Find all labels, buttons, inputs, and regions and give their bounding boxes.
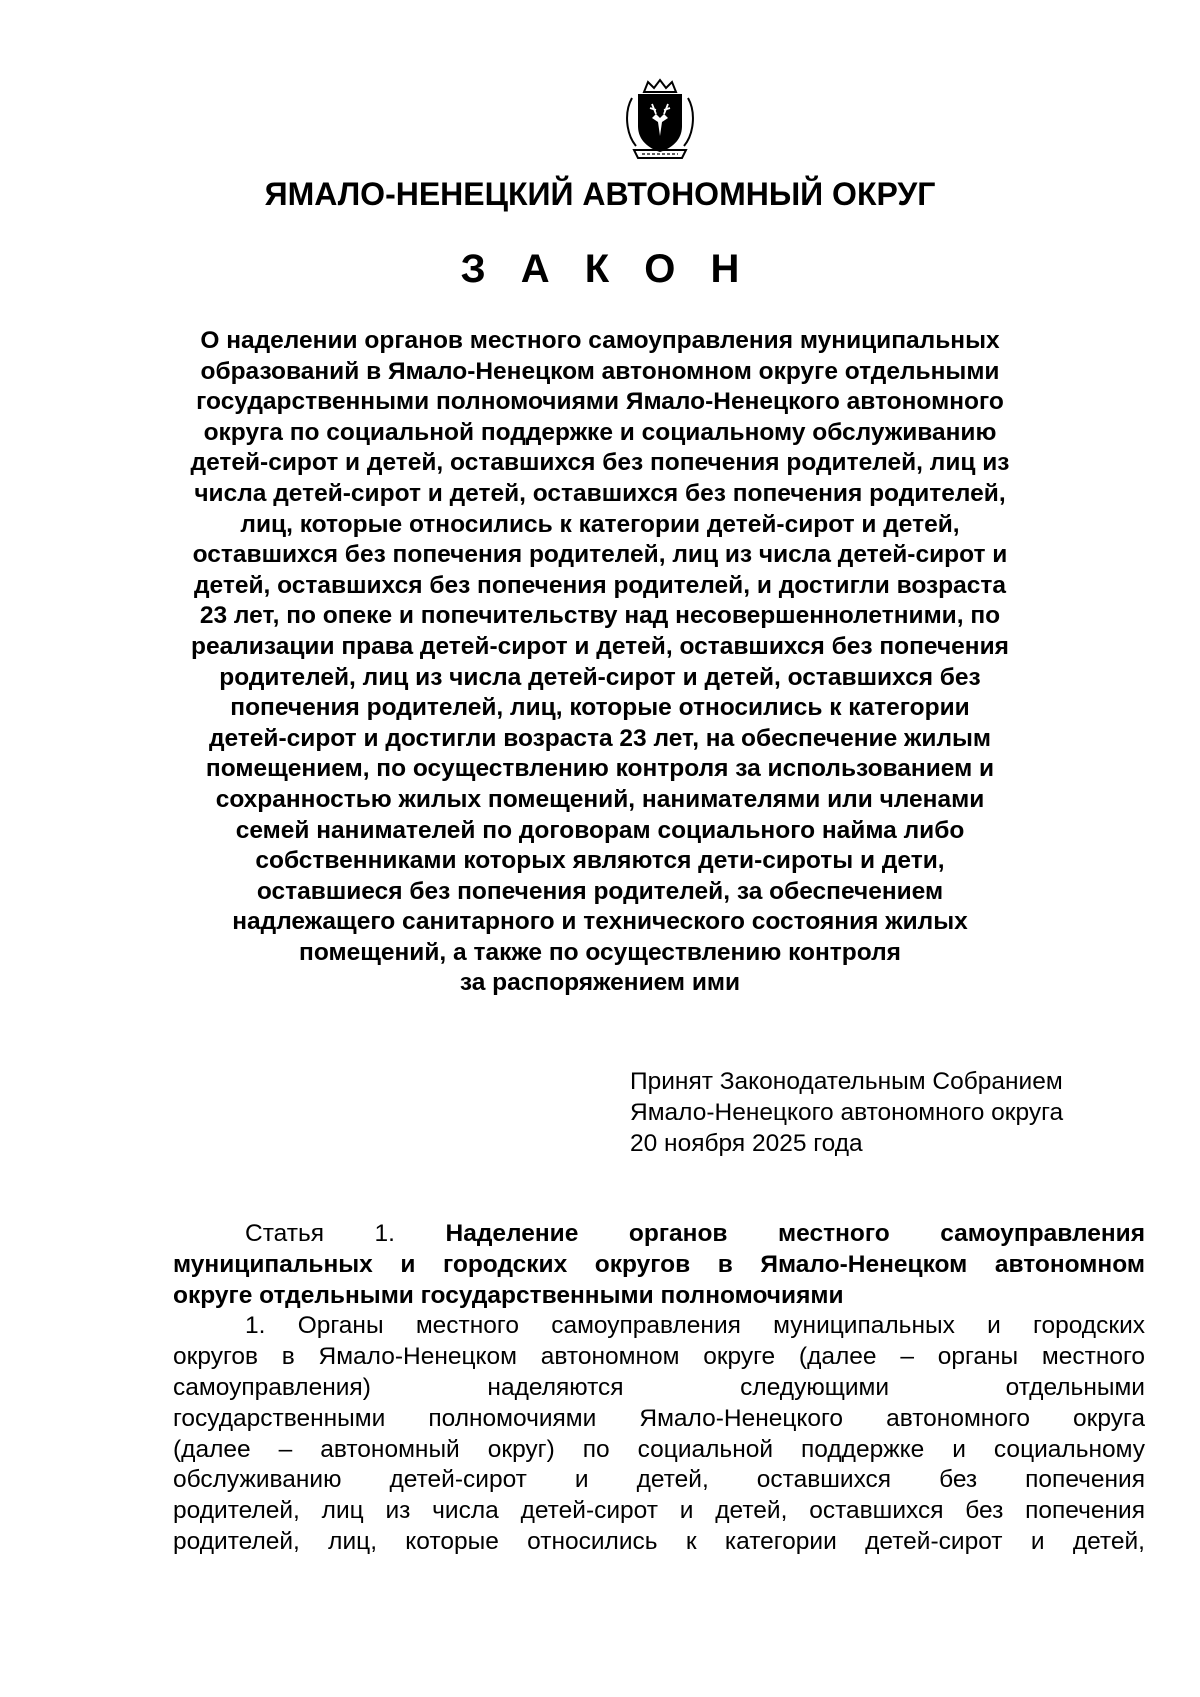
law-title (160, 326, 1040, 999)
article-heading: Наделение органов местного самоуправления (445, 1220, 1145, 1247)
title-line: О наделении органов местного самоуправления муниципальных (200, 327, 1000, 354)
adoption-line-body: Принят Законодательным Собранием (630, 1068, 1063, 1095)
paragraph-line: родителей, лиц, которые относились к категории детей-сирот и детей, (173, 1527, 1145, 1555)
title-line: родителей, лиц из числа детей-сирот и детей, оставшихся без (219, 663, 981, 691)
title-line: детей, оставшихся без попечения родителей, и достигли возраста (193, 571, 1007, 599)
paragraph-line: государственными полномочиями Ямало-Ненецкого автономного округа (173, 1404, 1145, 1432)
title-line: сохранностью жилых помещений, нанимателями или членами (215, 785, 985, 813)
adoption-line-region: Ямало-Ненецкого автономного округа (630, 1099, 1064, 1126)
adoption-note (630, 1066, 1170, 1159)
title-line: округа по социальной поддержке и социальному обслуживанию (203, 418, 997, 446)
title-line: помещений, а также по осуществлению контроля (299, 938, 901, 966)
region-name: ЯМАЛО-НЕНЕЦКИЙ АВТОНОМНЫЙ ОКРУГ (264, 176, 936, 212)
title-line: семей нанимателей по договорам социального найма либо (235, 816, 965, 844)
title-line: надлежащего санитарного и технического состояния жилых (232, 908, 968, 936)
title-line: собственниками которых являются дети-сироты и дети, (255, 847, 945, 875)
paragraph-line: родителей, лиц из числа детей-сирот и детей, оставшихся без попечения (173, 1497, 1145, 1525)
title-line: оставшихся без попечения родителей, лиц из числа детей-сирот и (192, 541, 1008, 569)
title-line: государственными полномочиями Ямало-Ненецкого автономного (196, 388, 1004, 416)
title-line: попечения родителей, лиц, которые относились к категории (230, 694, 970, 722)
paragraph-line: самоуправления) наделяются следующими отдельными (173, 1373, 1145, 1401)
title-line: помещением, по осуществлению контроля за использованием и (205, 755, 995, 783)
paragraph-line: 1. Органы местного самоуправления муниципальных и городских (245, 1312, 1145, 1340)
article-label: Статья 1. (245, 1220, 395, 1247)
title-line: 23 лет, по опеке и попечительству над несовершеннолетними, по (199, 602, 1001, 630)
title-line: оставшиеся без попечения родителей, за обеспечением (256, 877, 944, 905)
article-1 (173, 1219, 1145, 1558)
coat-of-arms-icon (620, 78, 700, 162)
title-line: числа детей-сирот и детей, оставшихся без попечения родителей, (194, 479, 1006, 507)
article-heading-line: округе отдельными государственными полномочиями (173, 1281, 844, 1309)
title-line: лиц, которые относились к категории детей-сирот и детей, (240, 510, 960, 538)
article-heading-line: муниципальных и городских округов в Ямало-Ненецком автономном (173, 1250, 1145, 1278)
title-line: образований в Ямало-Ненецком автономном округе отдельными (200, 357, 1000, 385)
document-type: З А К О Н (460, 247, 752, 291)
paragraph-line: обслуживанию детей-сирот и детей, оставшихся без попечения (173, 1466, 1145, 1494)
title-line: детей-сирот и достигли возраста 23 лет, на обеспечение жилым (208, 724, 992, 752)
coat-of-arms-emblem (620, 78, 700, 162)
title-line: за распоряжением ими (459, 969, 741, 997)
article-heading-line (173, 1219, 1145, 1250)
adoption-date: 20 ноября 2025 года (630, 1130, 863, 1157)
title-line: реализации права детей-сирот и детей, оставшихся без попечения (191, 632, 1009, 660)
paragraph-line: округов в Ямало-Ненецком автономном округе (далее – органы местного (173, 1343, 1145, 1371)
title-line: детей-сирот и детей, оставшихся без попечения родителей, лиц из (190, 449, 1010, 477)
paragraph-line: (далее – автономный округ) по социальной поддержке и социальному (173, 1435, 1145, 1463)
